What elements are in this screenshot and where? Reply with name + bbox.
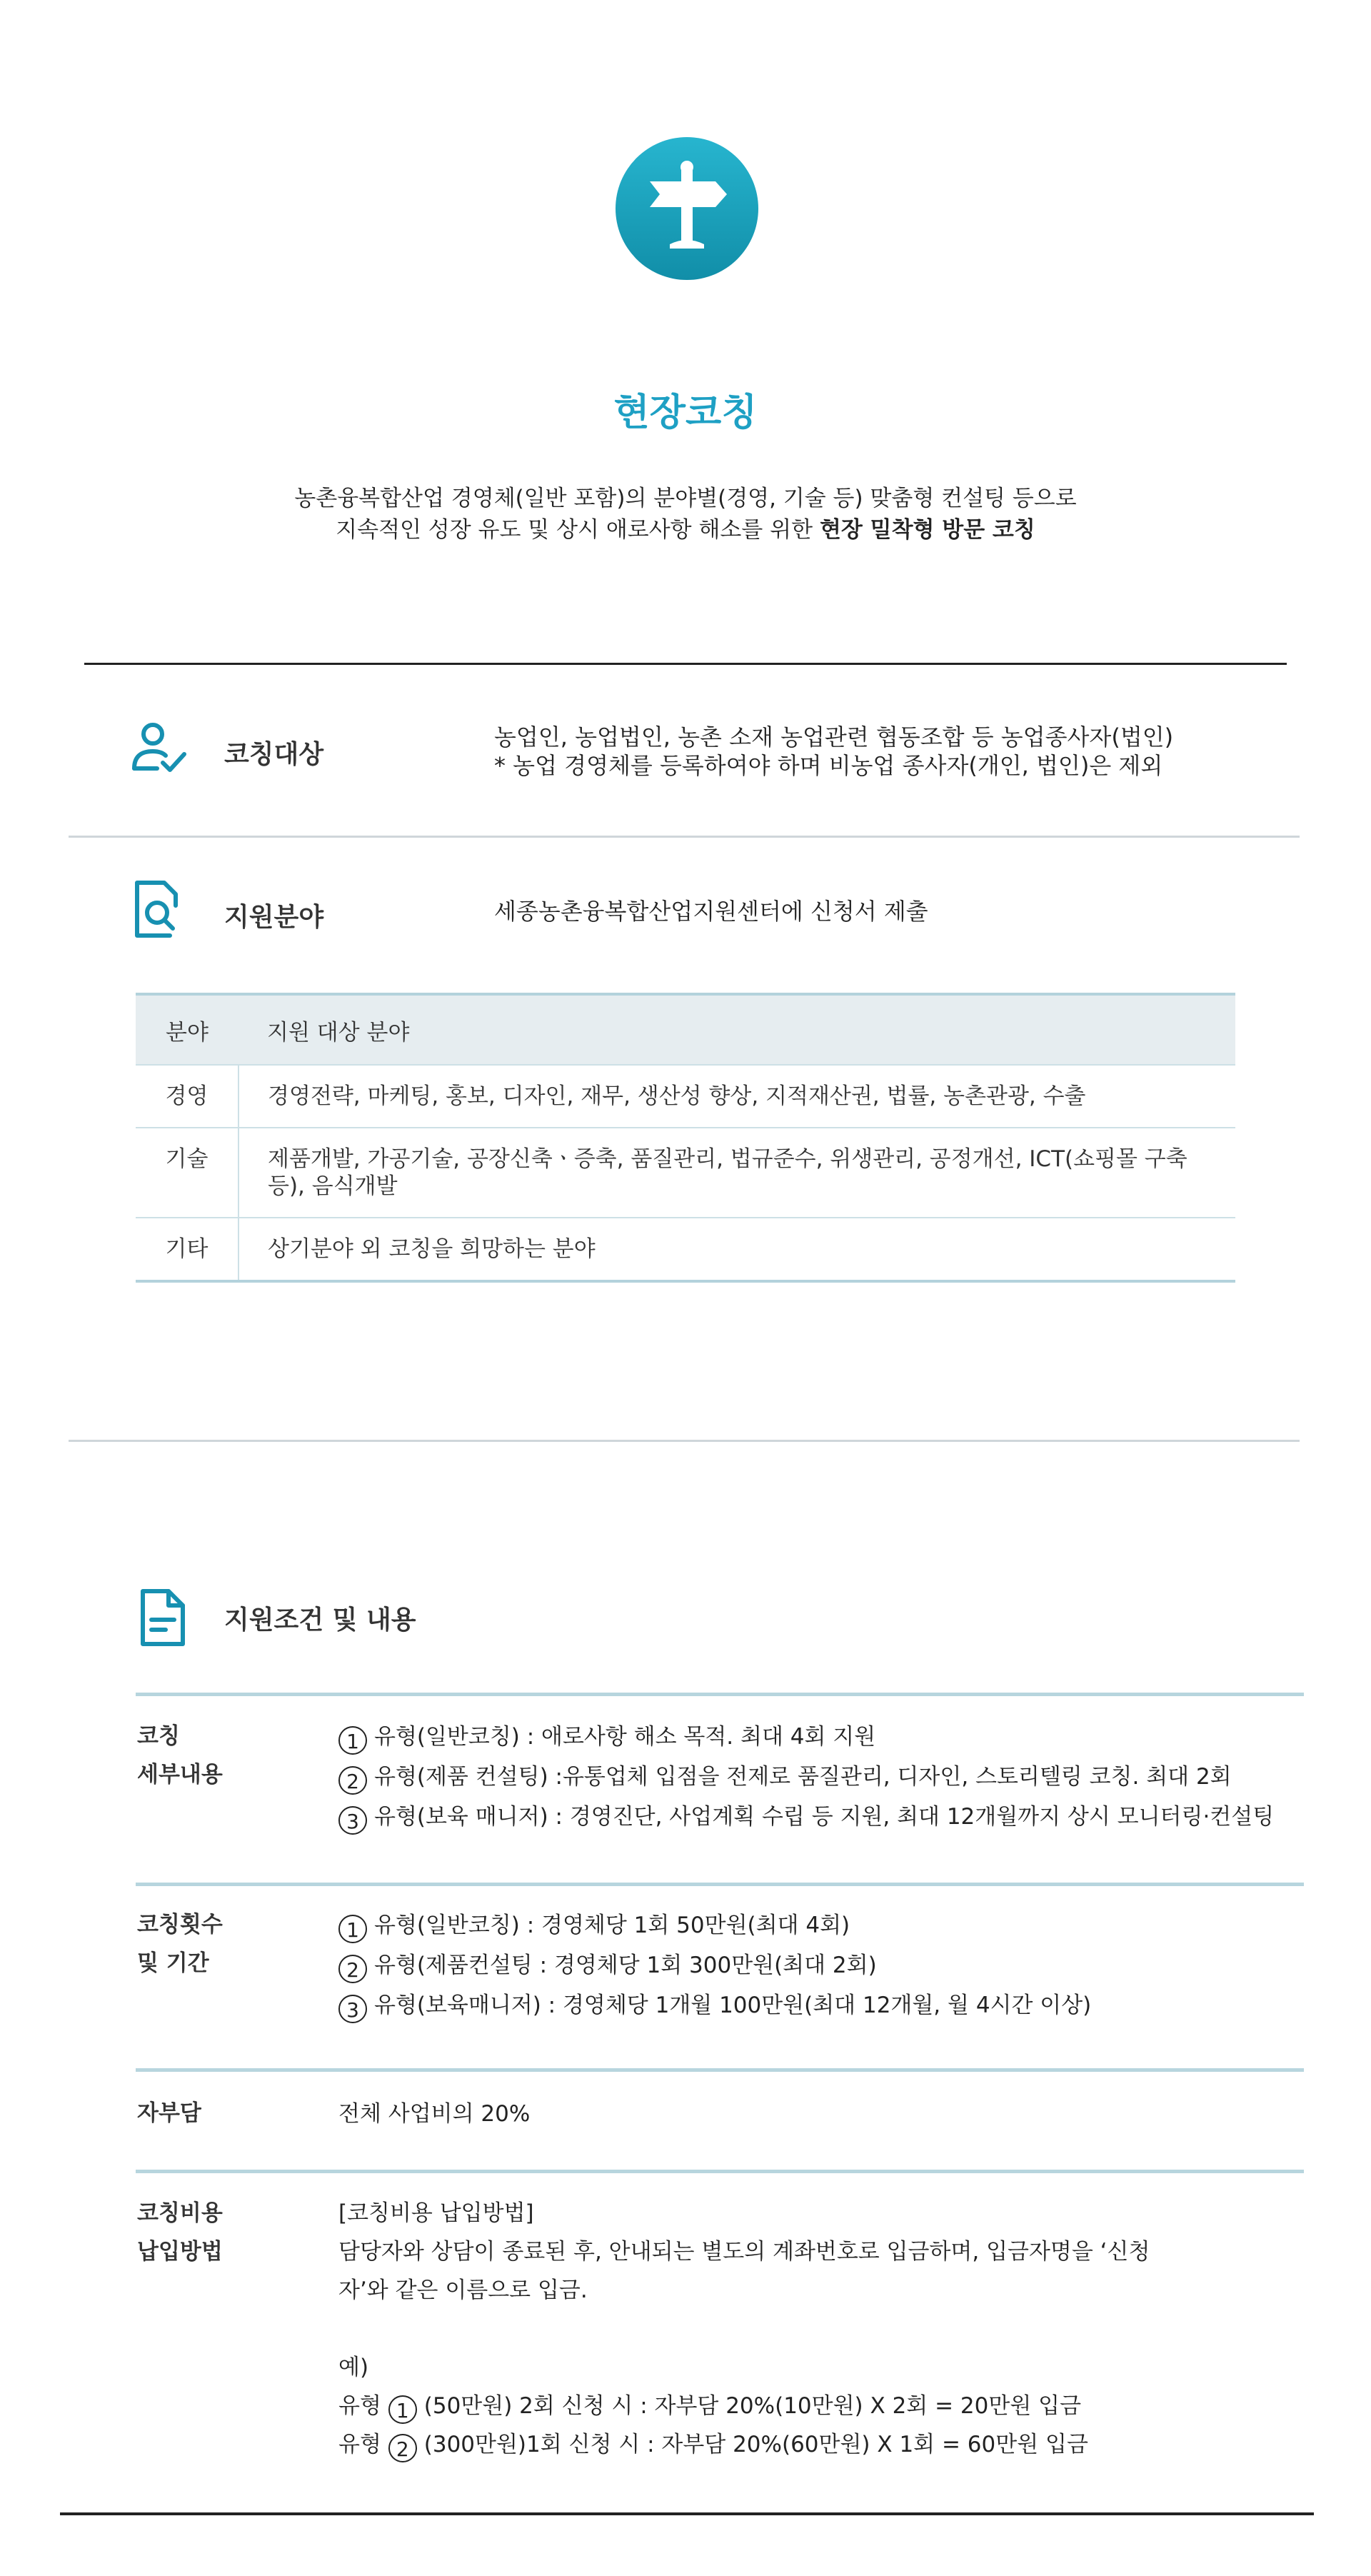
circled-number: 2 — [338, 1955, 367, 1983]
desc-line-2-bold: 현장 밀착형 방문 코칭 — [819, 517, 1035, 543]
example-line — [338, 2425, 1310, 2464]
support-field-table — [136, 993, 1235, 1283]
table-cell-field: 기타 — [136, 1218, 238, 1281]
condition-label-line: 자부담 — [137, 2100, 201, 2126]
list-item-text: 유형(제품 컨설팅) :유통업체 입점을 전제로 품질관리, 디자인, 스토리텔링 코칭. 최대 2회 — [374, 1764, 1232, 1790]
circled-number: 2 — [338, 1766, 367, 1795]
circled-number: 1 — [338, 1915, 367, 1943]
divider — [69, 1440, 1300, 1442]
row-divider — [136, 1883, 1304, 1886]
circled-number: 1 — [388, 2395, 417, 2424]
table-header-field: 분야 — [136, 994, 238, 1065]
desc-line-2 — [0, 514, 1371, 546]
condition-body — [338, 1717, 1310, 1837]
desc-line-2-text: 지속적인 성장 유도 및 상시 애로사항 해소를 위한 — [336, 517, 820, 543]
payment-heading: [코칭비용 납입방법] — [338, 2200, 534, 2226]
condition-label-line: 세부내용 — [137, 1762, 223, 1788]
condition-body — [338, 2194, 1310, 2464]
list-item — [338, 1905, 1310, 1945]
list-item-text: 유형(일반코칭) : 애로사항 해소 목적. 최대 4회 지원 — [374, 1724, 876, 1750]
example-text: (50만원) 2회 신청 시 : 자부담 20%(10만원) X 2회 = 20만원 입금 — [423, 2393, 1082, 2419]
condition-label-line: 및 기간 — [137, 1950, 209, 1976]
table-row — [136, 1128, 1235, 1218]
page-description — [0, 483, 1371, 546]
list-item-text: 유형(일반코칭) : 경영체당 1회 50만원(최대 4회) — [374, 1913, 850, 1938]
list-item — [338, 1945, 1310, 1985]
signpost-icon — [616, 137, 758, 280]
payment-text: 자’와 같은 이름으로 입금. — [338, 2277, 588, 2303]
section-title-target: 코칭대상 — [224, 740, 324, 769]
divider — [84, 663, 1287, 665]
condition-label — [137, 1905, 223, 1983]
list-item — [338, 1985, 1310, 2025]
condition-body: 전체 사업비의 20% — [338, 2101, 531, 2127]
condition-label — [137, 2094, 201, 2133]
condition-label-line: 납입방법 — [137, 2239, 223, 2265]
field-description: 세종농촌융복합산업지원센터에 신청서 제출 — [494, 898, 928, 925]
table-header-row — [136, 994, 1235, 1065]
circled-number: 3 — [338, 1995, 367, 2023]
section-title-field: 지원분야 — [224, 903, 324, 932]
list-item-text: 유형(제품컨설팅 : 경영체당 1회 300만원(최대 2회) — [374, 1953, 877, 1978]
condition-label-line: 코칭횟수 — [137, 1912, 223, 1938]
table-cell-field: 경영 — [136, 1065, 238, 1128]
circled-number: 1 — [338, 1726, 367, 1755]
example-line — [338, 2387, 1310, 2425]
target-line-2: * 농업 경영체를 등록하여야 하며 비농업 종사자(개인, 법인)은 제외 — [494, 752, 1163, 779]
condition-label — [137, 2194, 223, 2271]
document-search-icon — [129, 878, 190, 940]
divider — [60, 2512, 1314, 2515]
example-label: 예) — [338, 2355, 369, 2380]
table-cell-target: 경영전략, 마케팅, 홍보, 디자인, 재무, 생산성 향상, 지적재산권, 법률, 농촌관광, 수출 — [238, 1065, 1235, 1128]
target-description — [494, 723, 1173, 780]
table-row — [136, 1065, 1235, 1128]
table-cell-target: 제품개발, 가공기술, 공장신축ㆍ증축, 품질관리, 법규준수, 위생관리, 공정개선, ICT(쇼핑몰 구축 등), 음식개발 — [238, 1128, 1235, 1218]
row-divider — [136, 2170, 1304, 2173]
document-icon — [133, 1587, 194, 1648]
condition-label-line: 코칭 — [137, 1723, 180, 1749]
list-item — [338, 1757, 1310, 1797]
target-line-1: 농업인, 농업법인, 농촌 소재 농업관련 협동조합 등 농업종사자(법인) — [494, 723, 1174, 751]
list-item-text: 유형(보육 매니저) : 경영진단, 사업계획 수립 등 지원, 최대 12개월까지 상시 모니터링·컨설팅 — [374, 1804, 1275, 1830]
table-cell-target: 상기분야 외 코칭을 희망하는 분야 — [238, 1218, 1235, 1281]
condition-label-line: 코칭비용 — [137, 2200, 223, 2226]
example-prefix: 유형 — [338, 2432, 381, 2457]
condition-body — [338, 1905, 1310, 2025]
page-title: 현장코칭 — [613, 391, 758, 434]
example-prefix: 유형 — [338, 2393, 381, 2419]
circled-number: 2 — [388, 2434, 417, 2462]
divider — [69, 836, 1300, 838]
desc-line-1: 농촌융복합산업 경영체(일반 포함)의 분야별(경영, 기술 등) 맞춤형 컨설팅 등으로 — [294, 486, 1077, 511]
list-item — [338, 1797, 1310, 1837]
payment-text: 담당자와 상담이 종료된 후, 안내되는 별도의 계좌번호로 입금하며, 입금자명을 ‘신청 — [338, 2239, 1150, 2265]
list-item-text: 유형(보육매니저) : 경영체당 1개월 100만원(최대 12개월, 월 4시간 이상) — [374, 1993, 1092, 2018]
circled-number: 3 — [338, 1806, 367, 1835]
list-item — [338, 1717, 1310, 1757]
example-text: (300만원)1회 신청 시 : 자부담 20%(60만원) X 1회 = 60만원 입금 — [423, 2432, 1088, 2457]
user-check-icon — [129, 718, 190, 780]
section-title-conditions: 지원조건 및 내용 — [224, 1605, 416, 1635]
condition-label — [137, 1717, 223, 1794]
table-cell-field: 기술 — [136, 1128, 238, 1218]
row-divider — [136, 2068, 1304, 2072]
table-row — [136, 1218, 1235, 1281]
table-header-target: 지원 대상 분야 — [238, 994, 1235, 1065]
row-divider — [136, 1693, 1304, 1696]
